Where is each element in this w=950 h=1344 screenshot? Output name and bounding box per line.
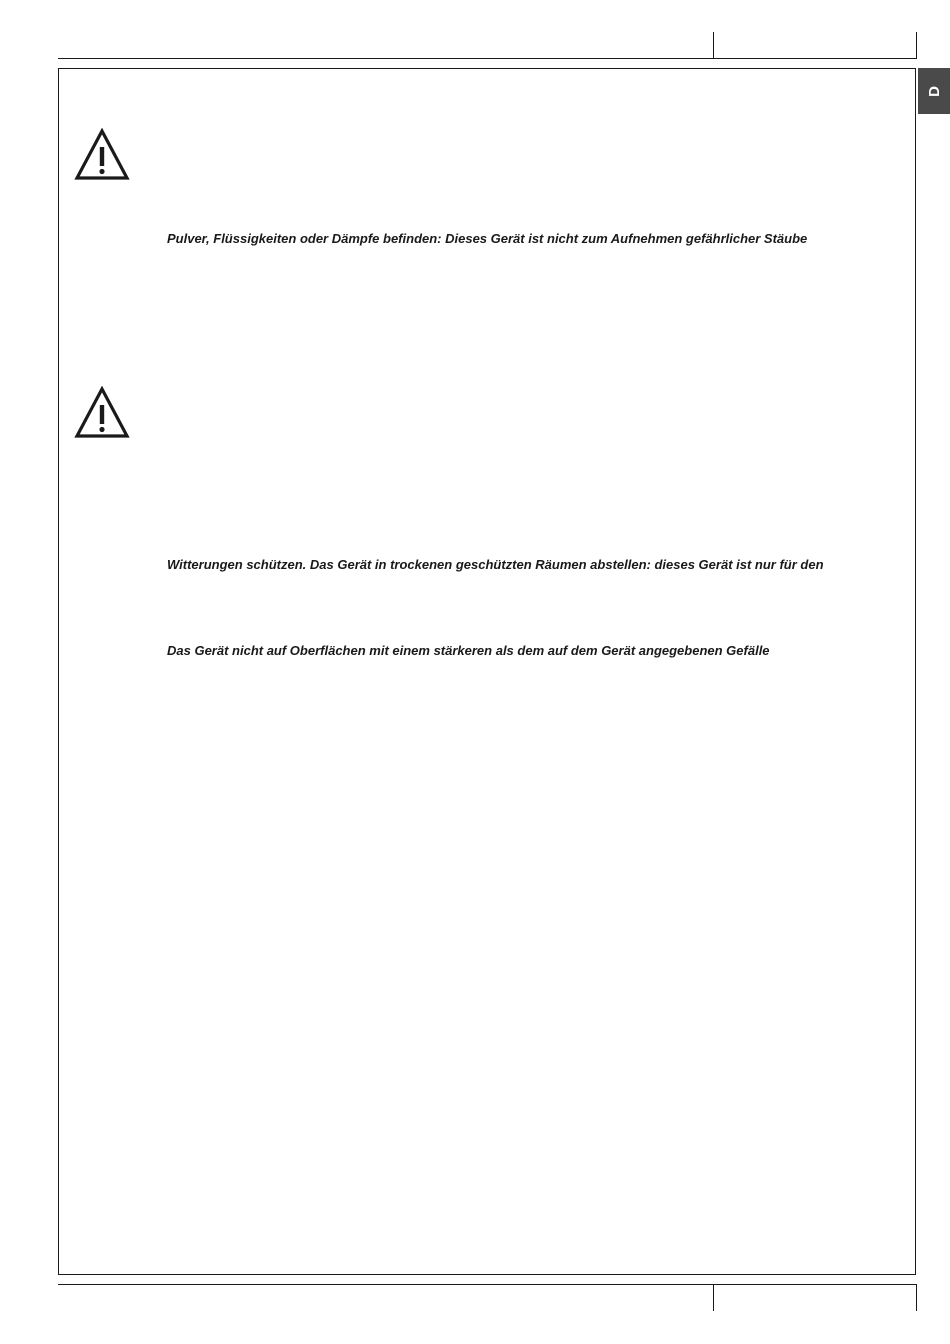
warning-1-text-line: Pulver, Flüssigkeiten oder Dämpfe befinden: Dieses Gerät ist nicht zum Aufnehmen gefährlicher Stäube xyxy=(167,231,808,246)
warning-2-text-line-2: Das Gerät nicht auf Oberflächen mit einem stärkeren als dem auf dem Gerät angegebenen Gefälle xyxy=(167,643,770,658)
warning-triangle-icon xyxy=(74,386,130,438)
footer-rule xyxy=(58,1284,917,1285)
header-rule xyxy=(58,58,917,59)
warning-2-text-line-1: Witterungen schützen. Das Gerät in trockenen geschützten Räumen abstellen: dieses Gerät ist nur für den xyxy=(167,557,824,572)
header-box-divider xyxy=(713,32,714,58)
content-frame xyxy=(58,68,916,1275)
warning-triangle-icon xyxy=(74,128,130,180)
footer-box-right-edge xyxy=(916,1284,917,1311)
language-tab xyxy=(918,68,950,114)
language-tab-label: D xyxy=(925,85,943,97)
footer-box-divider xyxy=(713,1284,714,1311)
header-box-right-edge xyxy=(916,32,917,58)
